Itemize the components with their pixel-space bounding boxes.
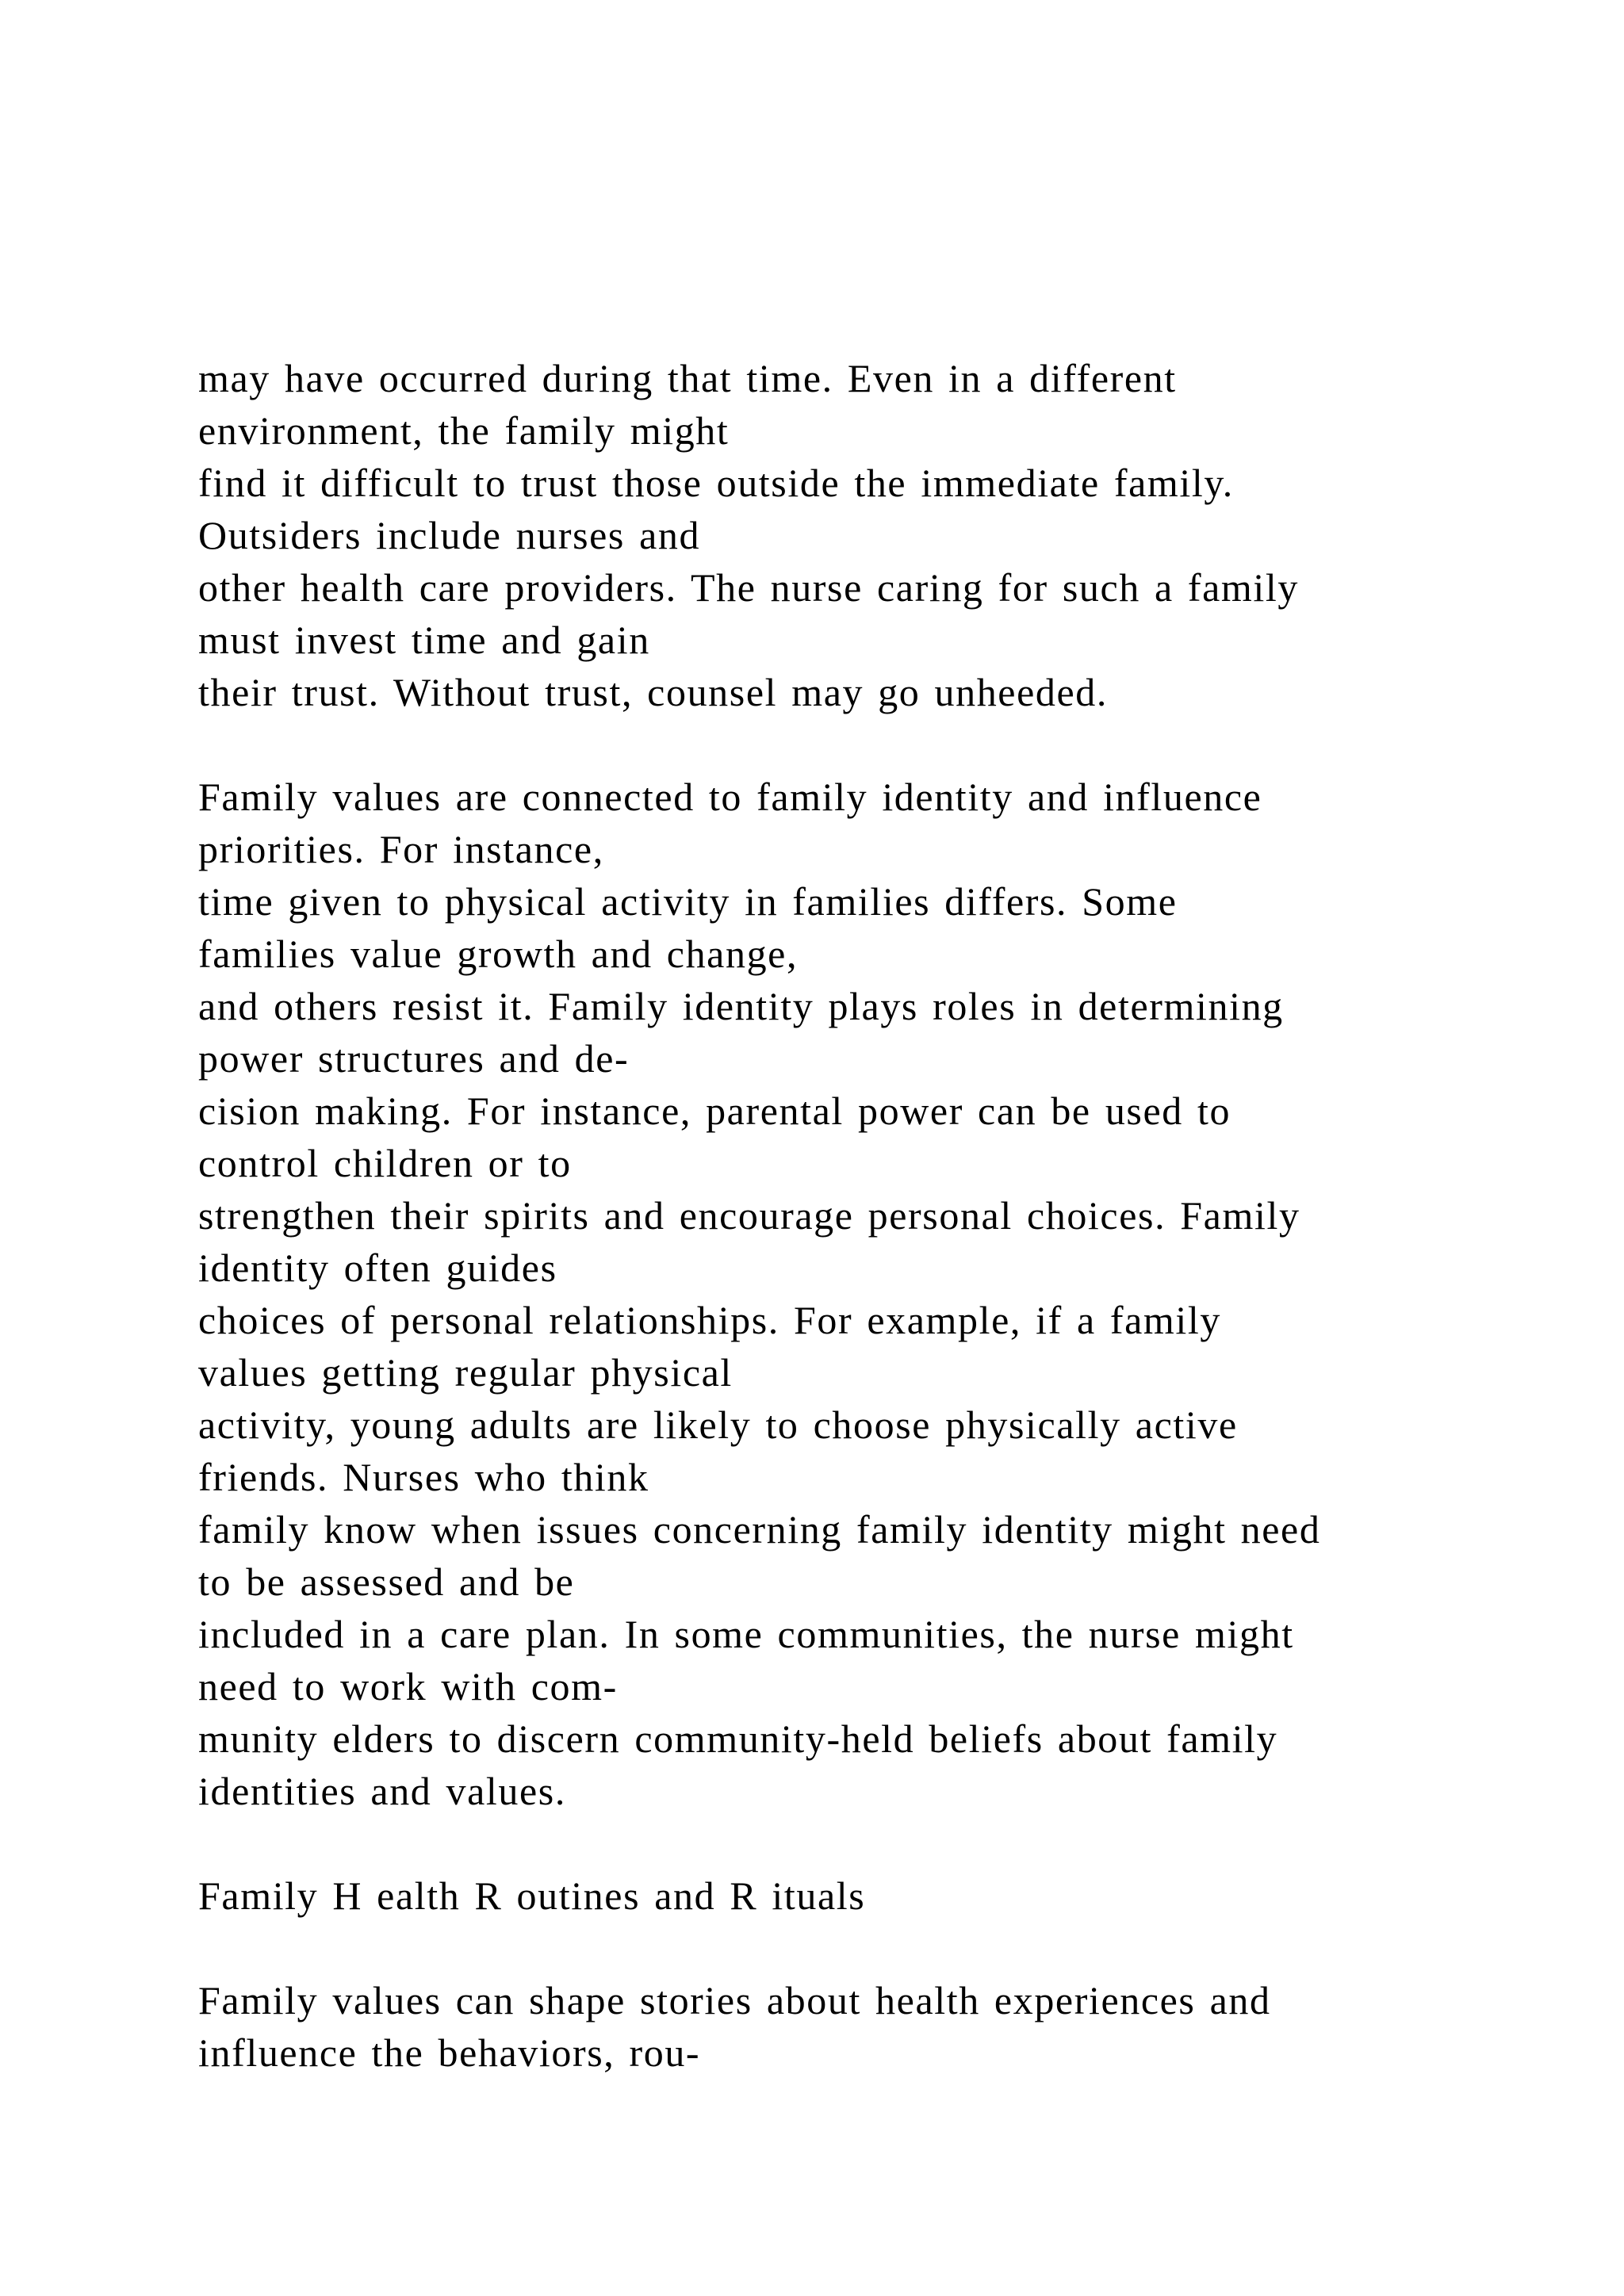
text-line: strengthen their spirits and encourage personal choices. Family bbox=[198, 1193, 1300, 1238]
text-line: time given to physical activity in families differs. Some bbox=[198, 879, 1178, 924]
paragraph-spacer bbox=[198, 718, 1507, 771]
text-line: need to work with com- bbox=[198, 1664, 618, 1709]
text-line: Outsiders include nurses and bbox=[198, 513, 701, 557]
text-line: identities and values. bbox=[198, 1769, 566, 1813]
document-text bbox=[198, 352, 1507, 2079]
text-line: family know when issues concerning family identity might need bbox=[198, 1507, 1321, 1552]
text-line: other health care providers. The nurse caring for such a family bbox=[198, 565, 1299, 610]
text-line: and others resist it. Family identity plays roles in determining bbox=[198, 984, 1284, 1028]
paragraph bbox=[198, 771, 1507, 1817]
text-line: families value growth and change, bbox=[198, 932, 799, 976]
section-heading: Family H ealth R outines and R ituals bbox=[198, 1873, 866, 1918]
text-line: their trust. Without trust, counsel may go unheeded. bbox=[198, 670, 1108, 714]
text-line: environment, the family might bbox=[198, 408, 730, 453]
paragraph-spacer bbox=[198, 1922, 1507, 1974]
text-line: cision making. For instance, parental power can be used to bbox=[198, 1089, 1231, 1133]
text-line: find it difficult to trust those outside the immediate family. bbox=[198, 461, 1234, 505]
text-line: munity elders to discern community-held beliefs about family bbox=[198, 1716, 1278, 1761]
text-line: priorities. For instance, bbox=[198, 827, 604, 871]
text-line: control children or to bbox=[198, 1141, 572, 1185]
text-line: values getting regular physical bbox=[198, 1350, 733, 1395]
text-line: power structures and de- bbox=[198, 1036, 630, 1081]
text-line: influence the behaviors, rou- bbox=[198, 2030, 701, 2075]
paragraph bbox=[198, 352, 1507, 718]
paragraph bbox=[198, 1974, 1507, 2079]
text-line: must invest time and gain bbox=[198, 618, 650, 662]
text-line: activity, young adults are likely to choose physically active bbox=[198, 1402, 1238, 1447]
text-line: Family values can shape stories about health experiences and bbox=[198, 1978, 1271, 2022]
paragraph-spacer bbox=[198, 1817, 1507, 1869]
text-line: choices of personal relationships. For example, if a family bbox=[198, 1298, 1221, 1342]
text-line: identity often guides bbox=[198, 1246, 557, 1290]
text-line: friends. Nurses who think bbox=[198, 1455, 649, 1499]
text-line: to be assessed and be bbox=[198, 1559, 575, 1604]
text-line: Family values are connected to family identity and influence bbox=[198, 775, 1262, 819]
text-line: included in a care plan. In some communities, the nurse might bbox=[198, 1612, 1294, 1656]
text-line: may have occurred during that time. Even in a different bbox=[198, 356, 1177, 400]
